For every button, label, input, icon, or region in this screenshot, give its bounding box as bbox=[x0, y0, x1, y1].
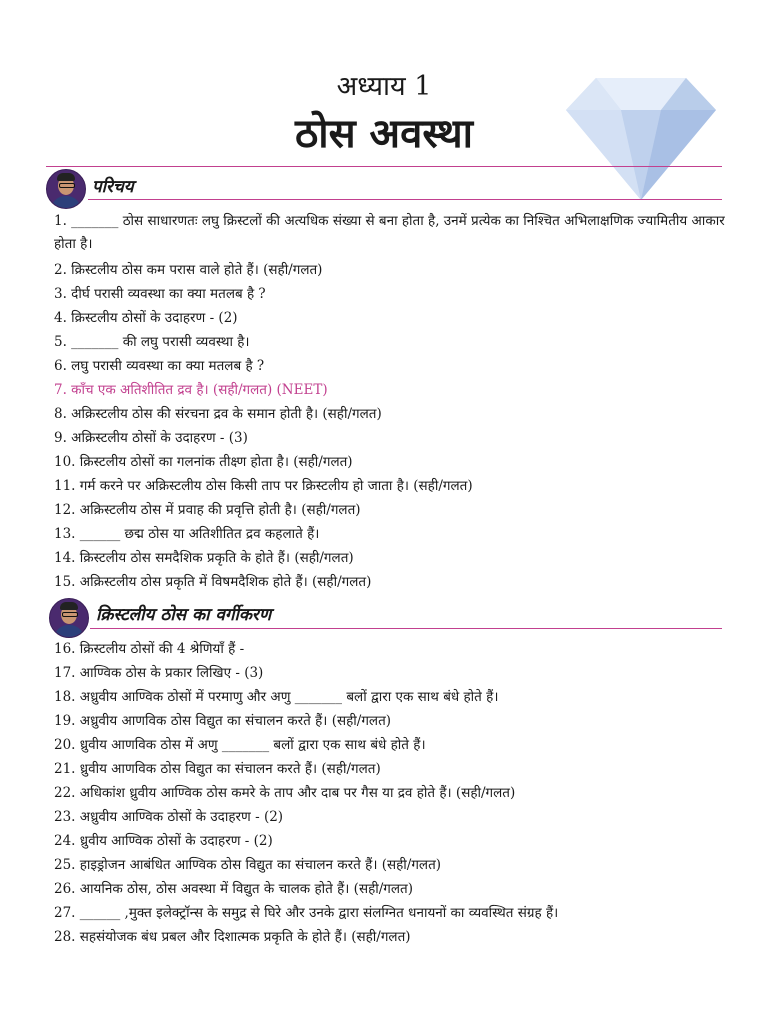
question-item: 25. हाइड्रोजन आबंधित आण्विक ठोस विद्युत का संचालन करते हैं। (सही/गलत) bbox=[54, 857, 442, 873]
question-item: 11. गर्म करने पर अक्रिस्टलीय ठोस किसी ताप पर क्रिस्टलीय हो जाता है। (सही/गलत) bbox=[54, 478, 473, 494]
section-heading-intro: परिचय bbox=[92, 177, 134, 197]
question-item: 4. क्रिस्टलीय ठोसों के उदाहरण - (2) bbox=[54, 310, 238, 326]
question-item: 20. ध्रुवीय आणविक ठोस में अणु _______ बलों द्वारा एक साथ बंधे होते हैं। bbox=[54, 737, 426, 753]
section-rule-top bbox=[46, 166, 722, 167]
question-item: 16. क्रिस्टलीय ठोसों की 4 श्रेणियाँ हैं - bbox=[54, 641, 245, 657]
question-item: 26. आयनिक ठोस, ठोस अवस्था में विद्युत के चालक होते हैं। (सही/गलत) bbox=[54, 881, 414, 897]
question-item: 10. क्रिस्टलीय ठोसों का गलनांक तीक्ष्ण होता है। (सही/गलत) bbox=[54, 454, 353, 470]
question-item: 9. अक्रिस्टलीय ठोसों के उदाहरण - (3) bbox=[54, 430, 248, 446]
question-item: 13. ______ छद्म ठोस या अतिशीतित द्रव कहलाते हैं। bbox=[54, 526, 320, 542]
question-item: 6. लघु परासी व्यवस्था का क्या मतलब है ? bbox=[54, 358, 265, 374]
question-item: 2. क्रिस्टलीय ठोस कम परास वाले होते हैं। (सही/गलत) bbox=[54, 262, 323, 278]
question-item: 21. ध्रुवीय आणविक ठोस विद्युत का संचालन करते हैं। (सही/गलत) bbox=[54, 761, 381, 777]
question-item: 18. अध्रुवीय आण्विक ठोसों में परमाणु और अणु _______ बलों द्वारा एक साथ बंधे होते हैं। bbox=[54, 689, 499, 705]
chapter-number: अध्याय 1 bbox=[336, 71, 432, 102]
teacher-avatar bbox=[46, 169, 86, 209]
question-item: 19. अध्रुवीय आणविक ठोस विद्युत का संचालन करते हैं। (सही/गलत) bbox=[54, 713, 392, 729]
teacher-avatar bbox=[49, 598, 89, 638]
question-item: 8. अक्रिस्टलीय ठोस की संरचना द्रव के समान होती है। (सही/गलत) bbox=[54, 406, 382, 422]
question-item: 17. आण्विक ठोस के प्रकार लिखिए - (3) bbox=[54, 665, 264, 681]
section-rule-bottom bbox=[90, 628, 722, 629]
question-item: 27. ______ ,मुक्त इलेक्ट्रॉन्स के समुद्र से घिरे और उनके द्वारा संलग्नित धनायनों का व्यवस्थित संग्रह हैं। bbox=[54, 905, 559, 921]
question-item: 23. अध्रुवीय आण्विक ठोसों के उदाहरण - (2) bbox=[54, 809, 284, 825]
question-item: 12. अक्रिस्टलीय ठोस में प्रवाह की प्रवृत्ति होती है। (सही/गलत) bbox=[54, 502, 361, 518]
question-item: 24. ध्रुवीय आण्विक ठोसों के उदाहरण - (2) bbox=[54, 833, 273, 849]
section-rule-bottom bbox=[88, 199, 722, 200]
question-item: 3. दीर्घ परासी व्यवस्था का क्या मतलब है ? bbox=[54, 286, 266, 302]
question-item: 14. क्रिस्टलीय ठोस समदैशिक प्रकृति के होते हैं। (सही/गलत) bbox=[54, 550, 354, 566]
question-item: 1. _______ ठोस साधारणतः लघु क्रिस्टलों की अत्यधिक संख्या से बना होता है, उनमें प्रत्येक का निश्चित अभिलाक्षणिक ज्यामितीय आकार होता है। bbox=[54, 213, 725, 252]
question-item-highlighted: 7. काँच एक अतिशीतित द्रव है। (सही/गलत) (NEET) bbox=[54, 382, 328, 398]
question-item: 28. सहसंयोजक बंध प्रबल और दिशात्मक प्रकृति के होते हैं। (सही/गलत) bbox=[54, 929, 411, 945]
question-item: 15. अक्रिस्टलीय ठोस प्रकृति में विषमदैशिक होते हैं। (सही/गलत) bbox=[54, 574, 372, 590]
question-item: 5. _______ की लघु परासी व्यवस्था है। bbox=[54, 334, 250, 350]
question-item: 22. अधिकांश ध्रुवीय आण्विक ठोस कमरे के ताप और दाब पर गैस या द्रव होते हैं। (सही/गलत) bbox=[54, 785, 516, 801]
section-heading-classification: क्रिस्टलीय ठोस का वर्गीकरण bbox=[96, 605, 272, 625]
chapter-title: ठोस अवस्था bbox=[294, 110, 474, 157]
